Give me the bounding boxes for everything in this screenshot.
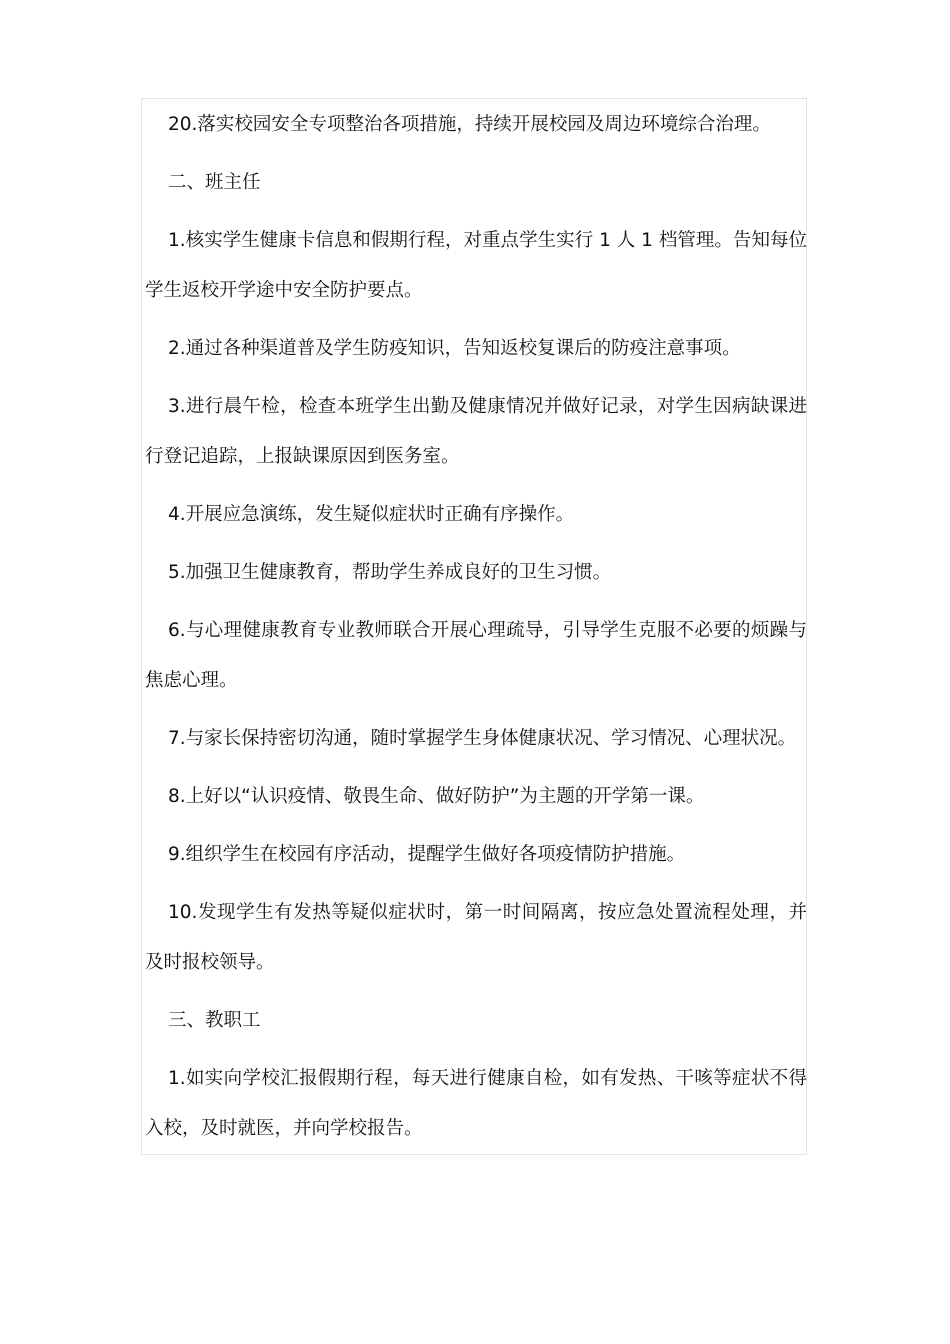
- paragraph-item-4: 4.开展应急演练，发生疑似症状时正确有序操作。: [168, 504, 575, 525]
- section-heading-staff: 三、教职工: [168, 1010, 261, 1031]
- paragraph-staff-item-1: 1.如实向学校汇报假期行程，每天进行健康自检，如有发热、干咳等症状不得入校，及时就医，并向学校报告。: [145, 1068, 807, 1139]
- paragraph-item-7: 7.与家长保持密切沟通，随时掌握学生身体健康状况、学习情况、心理状况。: [168, 728, 797, 749]
- document-body: [145, 100, 807, 1162]
- paragraph-item-8: 8.上好以“认识疫情、敬畏生命、做好防护”为主题的开学第一课。: [168, 786, 705, 807]
- paragraph-item-1: 1.核实学生健康卡信息和假期行程，对重点学生实行 1 人 1 档管理。告知每位学生返校开学途中安全防护要点。: [145, 230, 807, 301]
- paragraph-item-3: 3.进行晨午检，检查本班学生出勤及健康情况并做好记录，对学生因病缺课进行登记追踪，上报缺课原因到医务室。: [145, 396, 807, 467]
- section-heading-head-teacher: 二、班主任: [168, 172, 261, 193]
- paragraph-item-5: 5.加强卫生健康教育，帮助学生养成良好的卫生习惯。: [168, 562, 612, 583]
- paragraph-item-9: 9.组织学生在校园有序活动，提醒学生做好各项疫情防护措施。: [168, 844, 686, 865]
- paragraph-item-20: 20.落实校园安全专项整治各项措施，持续开展校园及周边环境综合治理。: [168, 114, 771, 135]
- paragraph-item-10: 10.发现学生有发热等疑似症状时，第一时间隔离，按应急处置流程处理，并及时报校领导。: [145, 902, 807, 973]
- paragraph-item-6: 6.与心理健康教育专业教师联合开展心理疏导，引导学生克服不必要的烦躁与焦虑心理。: [145, 620, 807, 691]
- paragraph-item-2: 2.通过各种渠道普及学生防疫知识，告知返校复课后的防疫注意事项。: [168, 338, 741, 359]
